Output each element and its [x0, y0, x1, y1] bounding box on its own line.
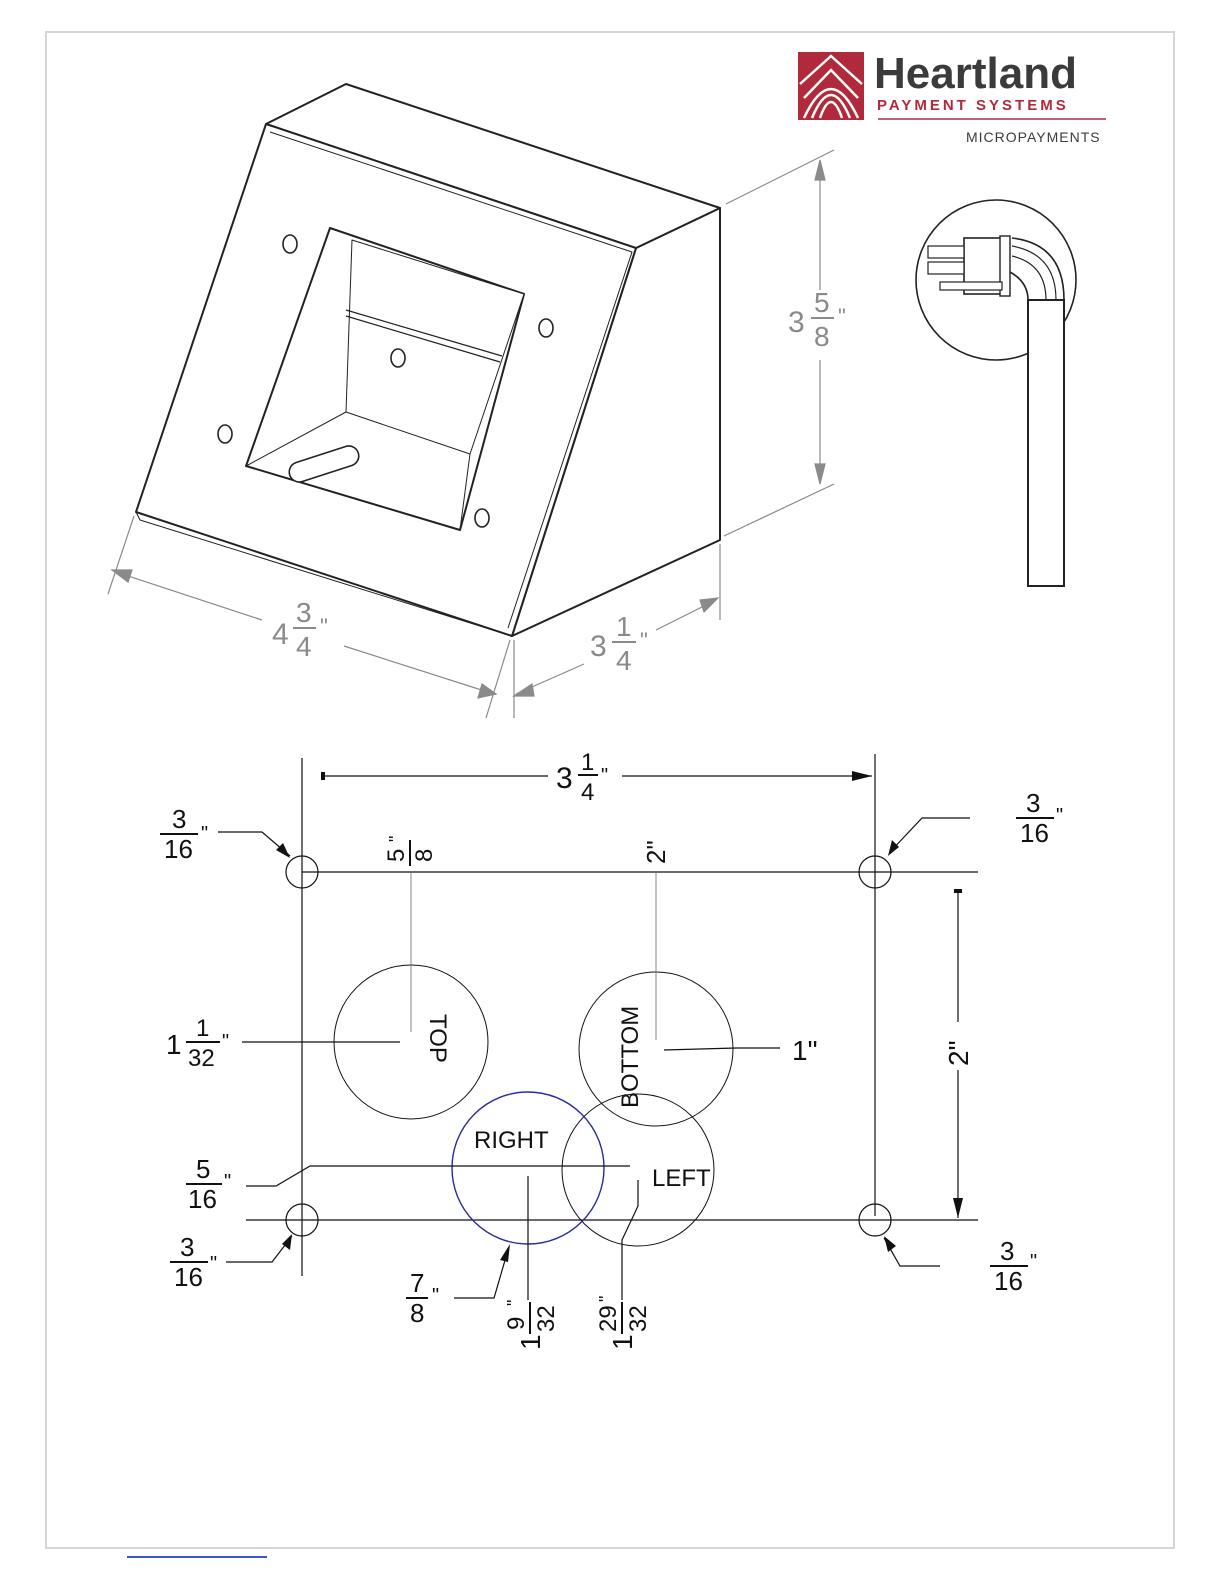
stand-hole-bottom-left	[218, 425, 232, 443]
cable-detail-view	[916, 200, 1076, 586]
drill-template-labels	[160, 749, 1063, 1350]
hole-bl-leader	[226, 1236, 292, 1262]
width-arrow-left	[112, 570, 132, 582]
right-x-whole: 1	[515, 1334, 546, 1350]
height-num: 5	[814, 287, 830, 318]
width-den: 4	[296, 631, 312, 662]
hole-bl-den: 16	[174, 1262, 203, 1292]
top-circle-dim-den: 32	[188, 1045, 215, 1072]
hole-br-leader	[884, 1238, 940, 1266]
stand-hole-center	[391, 349, 405, 367]
hole-tr-num: 3	[1026, 788, 1041, 818]
depth-whole: 3	[590, 630, 607, 663]
footer-link-underline	[127, 1556, 267, 1558]
top-circle-dim-num: 1	[196, 1015, 210, 1042]
right-dia-den: 8	[410, 1298, 425, 1328]
connector-pin-2	[928, 262, 964, 274]
left-x-whole: 1	[607, 1334, 638, 1350]
right-circle-label: RIGHT	[474, 1127, 549, 1154]
hole-tl-leader	[218, 832, 290, 856]
hole-tl-inch: "	[201, 823, 209, 845]
stand-hole-bottom-right	[475, 509, 489, 527]
width-num: 3	[296, 597, 312, 628]
overall-width-inch: "	[601, 765, 609, 787]
height-den: 8	[814, 321, 830, 352]
overall-width-den: 4	[581, 779, 595, 806]
svg-text:": "	[432, 1285, 440, 1307]
left-offset-leader	[246, 1166, 630, 1186]
top-circle-dim-whole: 1	[166, 1029, 182, 1060]
hole-tr-leader	[890, 818, 970, 852]
height-inch: "	[838, 304, 846, 329]
svg-text:": "	[222, 1031, 230, 1053]
bottom-circle-dim: 1"	[792, 1035, 818, 1066]
connector-pin	[928, 246, 964, 258]
bottom-circle-label: BOTTOM	[617, 1005, 644, 1108]
bottom-circle-leader	[664, 1048, 780, 1050]
width-ext-left	[108, 516, 134, 594]
depth-num: 1	[616, 611, 632, 642]
right-dia-num: 7	[410, 1268, 425, 1298]
height-whole: 3	[788, 306, 805, 339]
top-offset-num: 5	[383, 848, 410, 862]
height-arrow-top	[815, 160, 825, 180]
width-ext-right	[486, 640, 510, 718]
height-ext-bottom	[724, 484, 834, 536]
depth-arrow-left	[514, 684, 534, 696]
connector-latch	[940, 282, 1002, 290]
cable-body	[1028, 300, 1064, 586]
bottom-offset: 2"	[641, 840, 671, 864]
svg-text:": "	[596, 1295, 616, 1302]
left-offset-num: 5	[196, 1154, 211, 1184]
width-inch: "	[320, 614, 328, 639]
width-dim-line-right	[344, 646, 494, 694]
overall-width-num: 1	[581, 749, 595, 776]
left-x-num: 29	[595, 1305, 622, 1332]
depth-inch: "	[640, 628, 648, 653]
hole-tr-den: 16	[1020, 818, 1049, 848]
overall-width-whole: 3	[556, 762, 573, 795]
stand-hole-top-right	[539, 319, 553, 337]
hole-tl-num: 3	[172, 804, 187, 834]
depth-den: 4	[616, 645, 632, 676]
logo-wordmark: Heartland	[874, 49, 1077, 98]
logo-division: MICROPAYMENTS	[966, 129, 1101, 145]
svg-text:": "	[386, 835, 406, 842]
hole-br-inch: "	[1030, 1251, 1038, 1273]
drill-template	[218, 754, 978, 1300]
hole-tl-den: 16	[164, 834, 193, 864]
right-dia-leader	[454, 1250, 508, 1298]
height-dim: 2"	[943, 1040, 974, 1066]
right-x-num: 9	[503, 1316, 530, 1330]
top-circle-label: TOP	[424, 1014, 451, 1063]
width-whole: 4	[272, 618, 289, 651]
left-circle-label: LEFT	[652, 1165, 711, 1192]
left-offset-den: 16	[188, 1184, 217, 1214]
width-dim-line-left	[116, 572, 262, 620]
hole-bl-num: 3	[180, 1232, 195, 1262]
top-offset-den: 8	[411, 848, 438, 862]
right-x-den: 32	[533, 1305, 560, 1332]
hole-tr-inch: "	[1056, 805, 1064, 827]
stand-hole-top-left	[283, 235, 297, 253]
hole-br-den: 16	[994, 1266, 1023, 1296]
hole-bl-inch: "	[210, 1253, 218, 1275]
logo-tagline: PAYMENT SYSTEMS	[877, 97, 1069, 114]
left-x-den: 32	[625, 1305, 652, 1332]
svg-text:": "	[504, 1299, 524, 1306]
hole-br-num: 3	[1000, 1236, 1015, 1266]
stand-isometric-view	[136, 84, 720, 636]
left-x-leader	[622, 1180, 638, 1300]
depth-arrow-right	[700, 598, 718, 612]
height-arrow-bottom	[815, 464, 825, 484]
heartland-logo	[798, 49, 1106, 145]
svg-text:": "	[224, 1171, 232, 1193]
